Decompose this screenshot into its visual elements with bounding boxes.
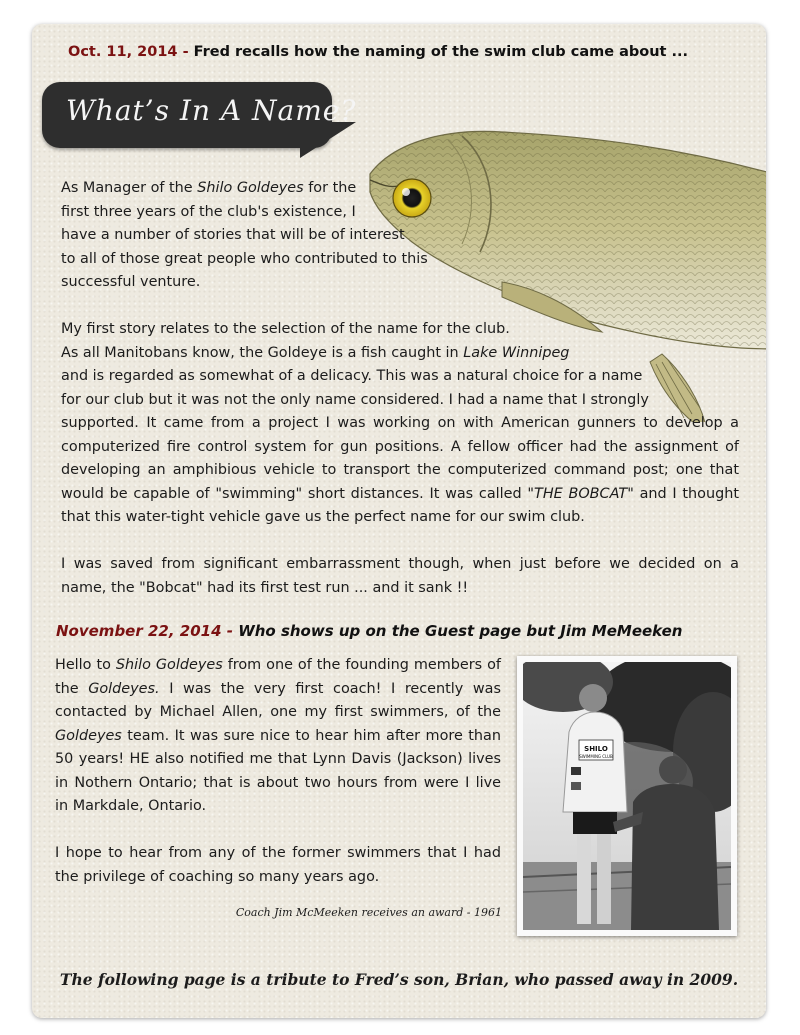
- shirt-logo-text: SHILO: [584, 745, 608, 753]
- story-paragraph-3: I was saved from significant embarrassment though, when just before we decided on a name, the "Bobcat" had its first test run ... and it sank !!: [61, 556, 739, 596]
- page-card: [32, 24, 766, 1018]
- guest-paragraph-2-line-2: the privilege of coaching so many years ago.: [55, 868, 380, 885]
- speech-bubble-tail: [300, 122, 356, 158]
- heading-separator: -: [177, 44, 194, 60]
- guest-title: Who shows up on the Guest page but Jim MeMeeken: [238, 622, 683, 640]
- guest-paragraph-2-line-1: I hope to hear from any of the former swimmers that I had: [55, 845, 501, 861]
- story-heading: [68, 44, 748, 60]
- speech-bubble: [42, 82, 357, 148]
- guest-paragraph-1: Hello to Shilo Goldeyes from one of the founding members of the Goldeyes. I was the very first coach! I recently was contacted by Michael Allen, one my first swimmers, of the Goldeyes team. It was sure nice to hear him after more than 50 years! HE also notified me that Lynn Davis (Jackson) lives in Nothern Ontario; that is about two hours from were I live in Markdale, Ontario. I hope to hear from any of the former swimmers that I had the privilege of coaching so many years ago.: [55, 654, 501, 889]
- guest-date: November 22, 2014: [56, 622, 222, 640]
- story-paragraph-2: My first story relates to the selection of the name for the club. As all Manitobans know, the Goldeye is a fish caught in Lake Winnipeg and is regarded as somewhat of a delicacy. This was a natural choice for a name for our club but it was not the only name considered. I had a name that I strongly supported. It came from a project I was working on with American gunners to develop a computerized fire control system for gun positions. A fellow officer had the assignment of developing an amphibious vehicle to transport the computerized command post; one that would be capable of "swimming" short distances. It was called "THE BOBCAT" and I thought that this water-tight vehicle gave us the perfect name for our swim club.: [61, 321, 739, 525]
- story-date: Oct. 11, 2014: [68, 44, 178, 60]
- award-photo-image: [523, 662, 731, 930]
- bubble-title: What’s In A Name?: [66, 94, 357, 127]
- story-title: Fred recalls how the naming of the swim club came about ...: [193, 44, 689, 60]
- footer-note: The following page is a tribute to Fred’s son, Brian, who passed away in 2009.: [59, 970, 739, 989]
- award-photo: [517, 656, 737, 936]
- story-paragraph-1: As Manager of the Shilo Goldeyes for the first three years of the club's existence, I have a number of stories that will be of interest to all of those great people who contributed to this successful venture.: [61, 180, 428, 290]
- photo-caption: Coach Jim McMeeken receives an award - 1961: [235, 906, 502, 919]
- heading-separator: -: [221, 622, 239, 640]
- shirt-logo-subtext: SWIMMING CLUB: [579, 754, 613, 759]
- guest-heading: [56, 622, 736, 640]
